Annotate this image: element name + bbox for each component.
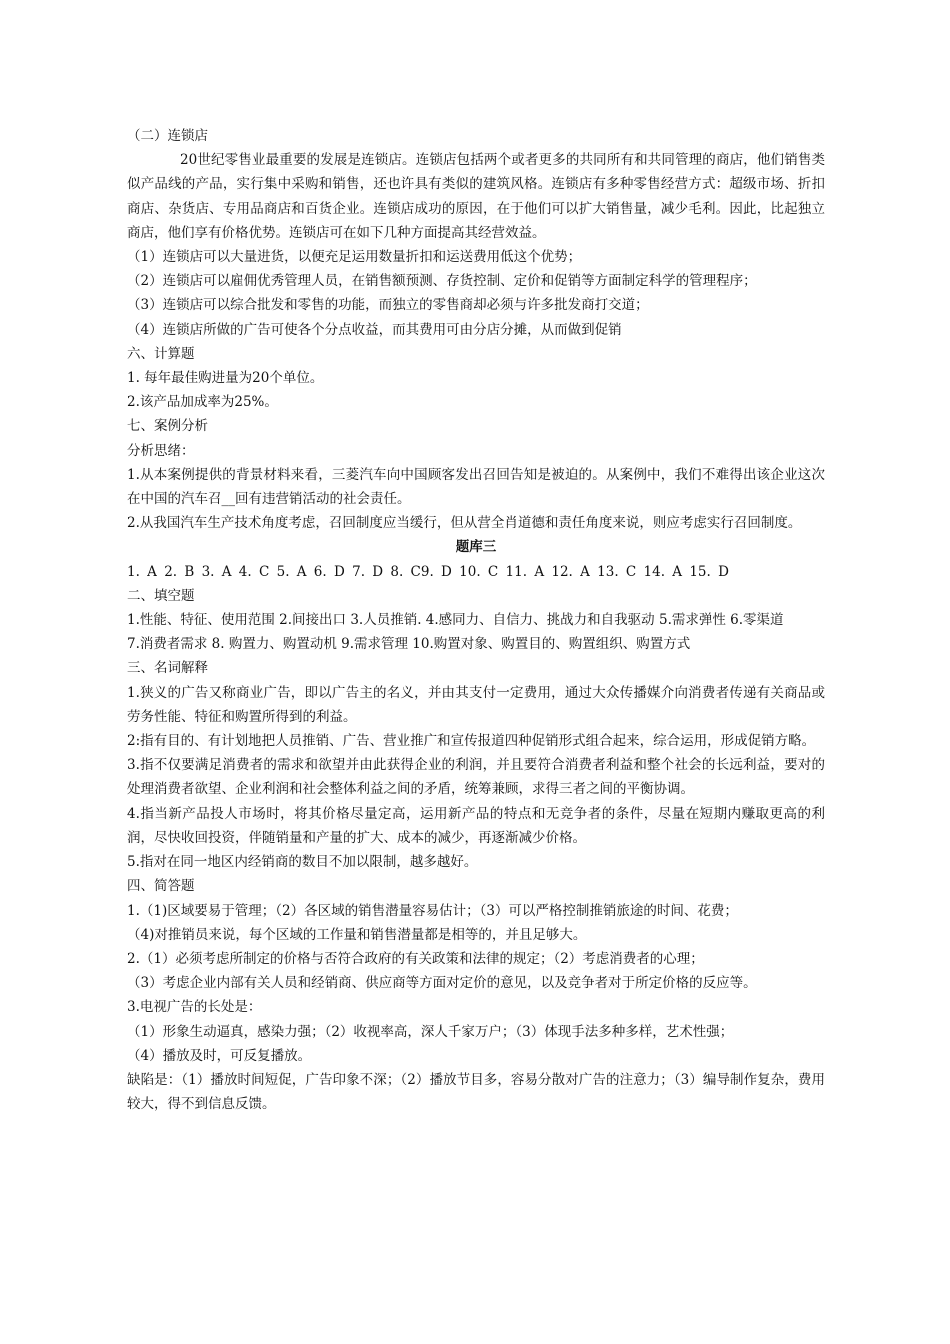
chain-store-item: （2）连锁店可以雇佣优秀管理人员，在销售额预测、存货控制、定价和促销等方面制定科学的管理程序； <box>127 273 757 290</box>
terms-item: 3.指不仅要满足消费者的需求和欲望并由此获得企业的利润，并且要符合消费者利益和整个社会的长远利益，要对的处理消费者欲望、企业利润和社会整体利益之间的矛盾，统筹兼顾，求得三者之间的平衡协调。 <box>127 757 825 798</box>
short-answer-heading: 四、简答题 <box>127 878 195 895</box>
short-answer-line: （4)对推销员来说，每个区域的工作量和销售潜量都是相等的，并且足够大。 <box>127 926 587 943</box>
terms-item: 1.狭义的广告又称商业广告，即以广告主的名义，并由其支付一定费用，通过大众传播媒介向消费者传递有关商品或劳务性能、特征和购置所得到的利益。 <box>127 684 825 725</box>
chain-store-paragraph: 20世纪零售业最重要的发展是连锁店。连锁店包括两个或者更多的共同所有和共同管理的商店，他们销售类似产品线的产品，实行集中采购和销售，还也许具有类似的建筑风格。连锁店有多种零售经营方式：超级市场、折扣商店、杂货店、专用品商店和百货企业。连锁店成功的原因，在于他们可以扩大销售量，减少毛利。因此，比起独立商店，他们享有价格优势。连锁店可在如下几种方面提高其经营效益。 <box>127 152 825 241</box>
terms-heading: 三、名词解释 <box>127 660 208 677</box>
chain-store-heading: （二）连锁店 <box>127 128 208 144</box>
terms-item: 5.指对在同一地区内经销商的数目不加以限制，越多越好。 <box>127 854 478 871</box>
case-item: 1.从本案例提供的背景材料来看，三菱汽车向中国顾客发出召回告知是被迫的。从案例中，我们不难得出该企业这次在中国的汽车召__回有违营销活动的社会责任。 <box>127 466 825 508</box>
short-answer-line: （3）考虑企业内部有关人员和经销商、供应商等方面对定价的意见，以及竞争者对于所定价格的反应等。 <box>127 975 757 992</box>
fill-item: 7.消费者需求 8. 购置力、购置动机 9.需求管理 10.购置对象、购置目的、购置组织、购置方式 <box>127 636 691 653</box>
chain-store-item: （4）连锁店所做的广告可使各个分点收益，而其费用可由分店分摊，从而做到促销 <box>127 321 622 338</box>
short-answer-line: （1）形象生动逼真，感染力强；（2）收视率高，深人千家万户；（3）体现手法多种多样，艺术性强； <box>127 1023 734 1040</box>
case-heading: 七、案例分析 <box>127 418 208 435</box>
question-bank-title: 题库三 <box>455 539 497 556</box>
short-answer-line: 3.电视广告的长处是： <box>127 999 262 1016</box>
short-answer-line: 2.（1）必须考虑所制定的价格与否符合政府的有关政策和法律的规定；（2）考虑消费者的心理； <box>127 950 704 967</box>
document-page <box>127 124 825 1116</box>
fill-item: 1.性能、特征、使用范围 2.间接出口 3.人员推销. 4.感同力、自信力、挑战力和自我驱动 5.需求弹性 6.零渠道 <box>127 612 784 629</box>
short-answer-line: 1.（1)区域要易于管理；（2）各区域的销售潜量容易估计；（3）可以严格控制推销旅途的时间、花费； <box>127 902 738 919</box>
terms-item: 4.指当新产品投人市场时，将其价格尽量定高，运用新产品的特点和无竞争者的条件，尽量在短期内赚取更高的利润，尽快收回投资，伴随销量和产量的扩大、成本的减少，再逐渐减少价格。 <box>127 805 825 846</box>
calc-heading: 六、计算题 <box>127 345 195 362</box>
terms-item: 2:指有目的、有计划地把人员推销、广告、营业推广和宣传报道四种促销形式组合起来，综合运用，形成促销方略。 <box>127 733 816 750</box>
fill-heading: 二、填空题 <box>127 587 195 604</box>
tv-ad-defects: 缺陷是：（1）播放时间短促，广告印象不深；（2）播放节目多，容易分散对广告的注意力；（3）编导制作复杂，费用较大，得不到信息反馈。 <box>127 1071 825 1113</box>
chain-store-item: （3）连锁店可以综合批发和零售的功能，而独立的零售商却必须与许多批发商打交道； <box>127 297 649 314</box>
case-item: 2.从我国汽车生产技术角度考虑，召回制度应当缓行，但从营全肖道德和责任角度来说，则应考虑实行召回制度。 <box>127 515 802 532</box>
calc-item: 2.该产品加成率为25%。 <box>127 394 278 411</box>
chain-store-item: （1）连锁店可以大量进货，以便充足运用数量折扣和运送费用低这个优势； <box>127 249 582 266</box>
choice-answers: 1. A 2. B 3. A 4. C 5. A 6. D 7. D 8. C9. D 10. C 11. A 12. A 13. C 14. A 15. D <box>127 563 729 580</box>
short-answer-line: （4）播放及时，可反复播放。 <box>127 1047 312 1064</box>
case-subheading: 分析思绪： <box>127 442 195 459</box>
calc-item: 1. 每年最佳购进量为20个单位。 <box>127 370 324 387</box>
